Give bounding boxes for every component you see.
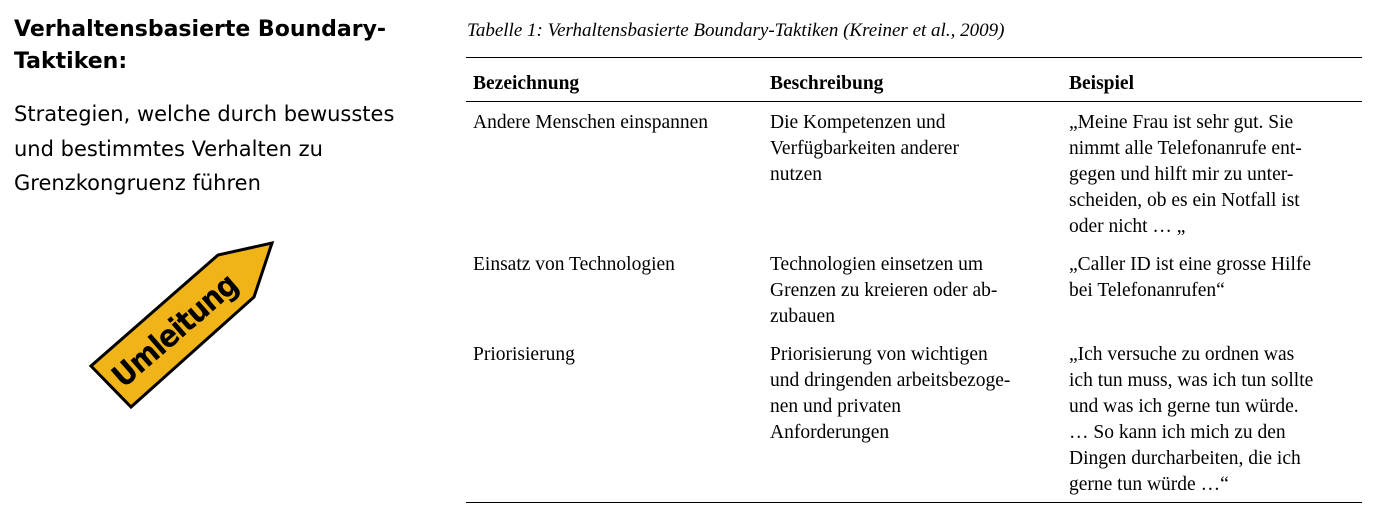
table-header <box>466 58 1362 102</box>
tactics-table <box>466 57 1362 503</box>
table-row <box>466 244 1362 334</box>
table-caption: Tabelle 1: Verhaltensbasierte Boundary-Taktiken (Kreiner et al., 2009) <box>467 20 1005 41</box>
cell-example: „Meine Frau ist sehr gut. Sie nimmt alle Telefonanrufe ent- gegen und hilft mir zu unter- scheiden, ob es ein Notfall ist oder nicht … „ <box>1069 112 1302 237</box>
table-row <box>466 334 1362 502</box>
cell-name: Einsatz von Technologien <box>473 254 675 275</box>
detour-sign-icon <box>0 0 300 430</box>
cell-name: Andere Menschen einspannen <box>473 112 708 133</box>
cell-description: Priorisierung von wichtigen und dringenden arbeitsbezoge- nen und privaten Anforderungen <box>770 344 1011 443</box>
cell-example: „Ich versuche zu ordnen was ich tun muss, was ich tun sollte und was ich gerne tun würde. … So kann ich mich zu den Dingen durcharbeiten, die ich gerne tun würde …“ <box>1069 344 1314 495</box>
cell-example: „Caller ID ist eine grosse Hilfe bei Telefonanrufen“ <box>1069 254 1312 301</box>
table-row <box>466 102 1362 244</box>
slide-description: Strategien, welche durch bewusstes und bestimmtes Verhalten zu Grenzkongruenz führen <box>14 102 395 195</box>
cell-description: Die Kompetenzen und Verfügbarkeiten anderer nutzen <box>770 112 959 185</box>
header-beispiel: Beispiel <box>1069 73 1135 94</box>
sign-text: Umleitung <box>105 266 245 395</box>
cell-name: Priorisierung <box>473 344 575 365</box>
slide-title: Verhaltensbasierte Boundary-Taktiken: <box>14 17 387 74</box>
cell-description: Technologien einsetzen um Grenzen zu kreieren oder ab- zubauen <box>770 254 998 327</box>
header-beschreibung: Beschreibung <box>770 73 884 94</box>
header-bezeichnung: Bezeichnung <box>473 73 580 94</box>
